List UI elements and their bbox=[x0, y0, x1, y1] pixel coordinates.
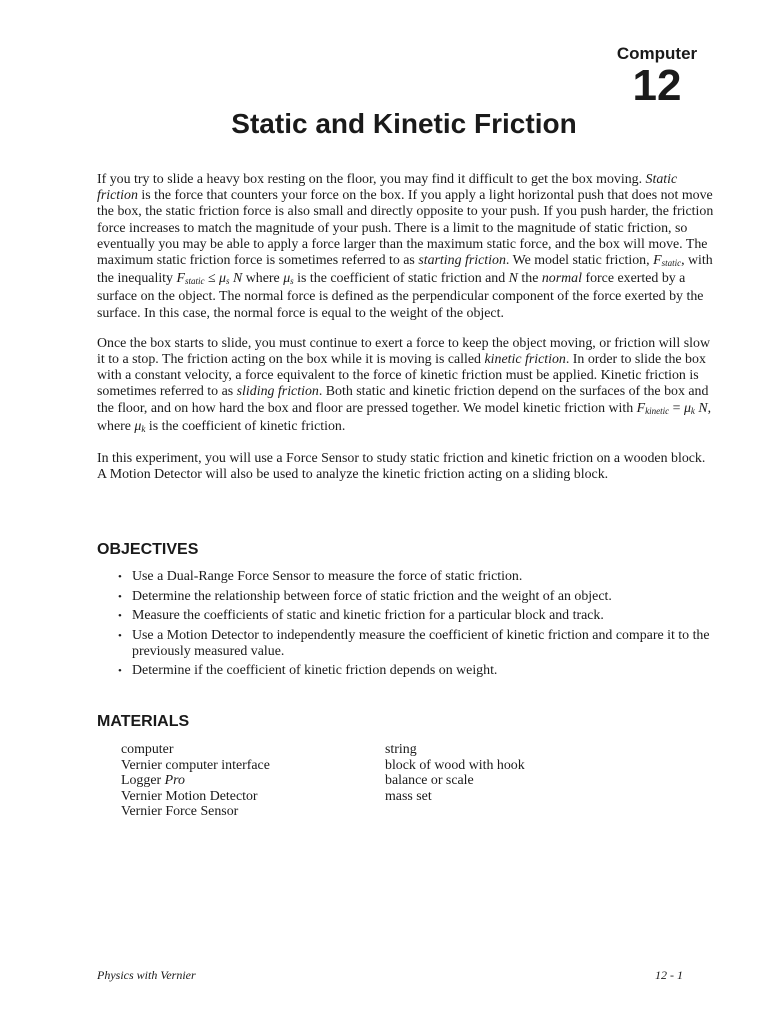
symbol-n: N bbox=[694, 400, 708, 416]
text-run: Once the box starts to slide, you must continue to exert a force to keep the object moving, or friction will slow it to a stop. The friction acting on the box while it is moving is called bbox=[97, 335, 710, 368]
text-run: where bbox=[242, 271, 284, 287]
symbol-n: N bbox=[508, 271, 518, 287]
text-run: is the coefficient of kinetic friction. bbox=[145, 418, 346, 434]
intro-paragraph-3: In this experiment, you will use a Force Sensor to study static friction and kinetic friction on a wooden block. A Motion Detector will also be used to analyze the kinetic friction acting on a sliding block. bbox=[97, 451, 706, 483]
objective-item: • Use a Dual-Range Force Sensor to measure the force of static friction. bbox=[118, 569, 718, 585]
symbol-mu: μ bbox=[219, 271, 227, 287]
text-run: . Both static and kinetic friction depend on the surfaces of the box and the floor, and on how hard the box and floor are pressed together. We model kinetic friction with bbox=[97, 384, 709, 416]
text-run: . In order to slide the box with a constant velocity, a force equivalent to the force of kinetic friction must be applied. Kinetic friction is sometimes referred to as bbox=[97, 352, 706, 400]
objectives-heading: OBJECTIVES bbox=[97, 541, 199, 558]
footer-book-title: Physics with Vernier bbox=[97, 968, 196, 982]
subscript: static bbox=[661, 258, 682, 269]
subscript: kinetic bbox=[645, 405, 670, 416]
material-item bbox=[121, 773, 270, 789]
text-run: . We model static friction, bbox=[505, 253, 654, 269]
footer-page-number: 12 - 1 bbox=[655, 968, 683, 982]
term-normal: normal bbox=[541, 271, 582, 287]
objective-item: • Determine if the coefficient of kinetic friction depends on weight. bbox=[118, 663, 718, 679]
text-run: is the force that counters your force on the box. If you apply a light horizontal push that does not move the box, the static friction force is also small and directly opposite to your push. If you push harder, the friction force increases to match the magnitude of your push. There is a limit to the magnitude of static friction, so eventually you may be able to apply a force larger than the maximum static force, and the box will move. The maximum static friction force is sometimes referred to as bbox=[97, 188, 714, 269]
chapter-label: Computer bbox=[616, 44, 698, 63]
subscript: s bbox=[226, 276, 230, 287]
chapter-marker bbox=[602, 44, 712, 108]
materials-column-left bbox=[121, 742, 270, 820]
material-item: Vernier Motion Detector bbox=[121, 788, 258, 804]
material-item: mass set bbox=[385, 788, 432, 804]
objective-item: • Determine the relationship between force of static friction and the weight of an object. bbox=[118, 589, 718, 605]
text-run: the bbox=[517, 271, 542, 287]
symbol-mu: μ bbox=[683, 400, 691, 416]
material-item: Vernier computer interface bbox=[121, 757, 270, 773]
symbol-f: F bbox=[176, 271, 185, 287]
intro-paragraph-2 bbox=[97, 336, 717, 437]
symbol-f: F bbox=[636, 400, 646, 416]
subscript: static bbox=[184, 276, 205, 287]
materials-heading: MATERIALS bbox=[97, 713, 190, 730]
term-starting-friction: starting friction bbox=[418, 253, 506, 269]
text-run: Logger bbox=[121, 773, 165, 789]
text-run: force exerted by a surface on the object. The normal force is defined as the perpendicular component of the force exerted by the surface. In this case, the normal force is equal to the weight of the object. bbox=[97, 271, 704, 321]
subscript: k bbox=[690, 405, 695, 416]
objective-item: • Measure the coefficients of static and kinetic friction for a particular block and track. bbox=[118, 608, 718, 624]
symbol-n: N bbox=[229, 271, 243, 287]
text-run: , with the inequality bbox=[97, 253, 713, 287]
material-item: Vernier Force Sensor bbox=[121, 804, 239, 820]
symbol-f: F bbox=[653, 253, 662, 269]
materials-column-right bbox=[385, 742, 525, 804]
text-run-italic: Pro bbox=[164, 773, 185, 789]
subscript: k bbox=[141, 423, 146, 434]
text-run: = bbox=[669, 400, 684, 416]
material-item: balance or scale bbox=[385, 773, 474, 789]
intro-text bbox=[97, 172, 717, 497]
text-run: If you try to slide a heavy box resting on the floor, you may find it difficult to get the box moving. bbox=[97, 172, 646, 187]
term-static-friction: Static friction bbox=[97, 172, 678, 204]
page-title: Static and Kinetic Friction bbox=[231, 108, 577, 139]
material-item: block of wood with hook bbox=[385, 757, 525, 773]
symbol-mu: μ bbox=[134, 418, 142, 434]
material-item: string bbox=[385, 742, 417, 757]
material-item: computer bbox=[121, 742, 174, 757]
objective-item: • Use a Motion Detector to independently measure the coefficient of kinetic friction and compare it to the previously measured value. bbox=[118, 628, 718, 660]
subscript: s bbox=[290, 276, 294, 287]
text-run: , where bbox=[97, 400, 712, 434]
text-run: ≤ bbox=[204, 271, 220, 287]
objectives-list bbox=[118, 569, 718, 683]
text-run: is the coefficient of static friction and bbox=[293, 271, 509, 287]
symbol-mu: μ bbox=[283, 271, 291, 287]
chapter-number: 12 bbox=[632, 61, 682, 110]
intro-paragraph-1 bbox=[97, 172, 717, 322]
term-sliding-friction: sliding friction bbox=[236, 384, 319, 400]
term-kinetic-friction: kinetic friction bbox=[484, 352, 566, 368]
